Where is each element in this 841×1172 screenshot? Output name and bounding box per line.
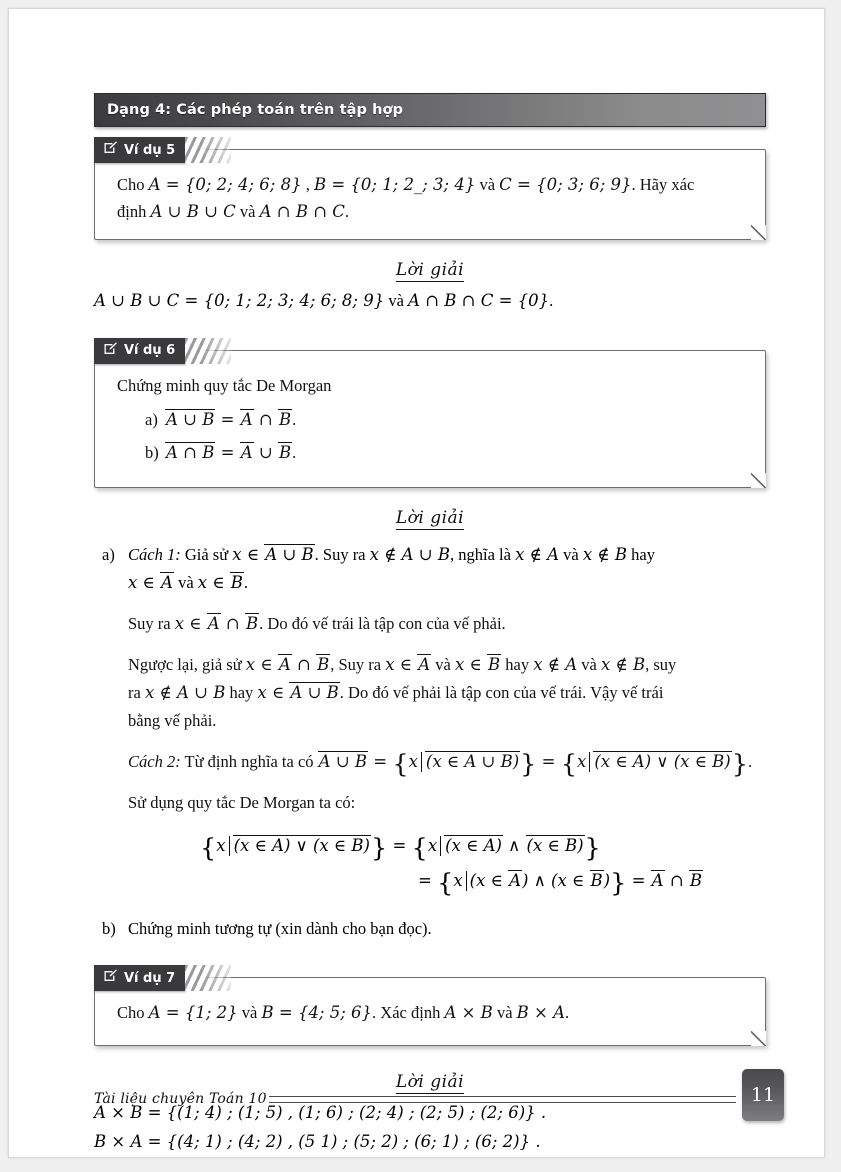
rhs-op: ∪ bbox=[253, 443, 278, 463]
overline-a: A bbox=[161, 573, 173, 592]
overline-a: A bbox=[651, 871, 664, 891]
text: . Hãy xác bbox=[631, 175, 695, 194]
example-7-box bbox=[94, 970, 766, 1046]
text: và bbox=[173, 573, 198, 592]
text: . bbox=[747, 752, 753, 772]
rhs-a-overline: A bbox=[240, 443, 253, 463]
example-6-wrapper bbox=[94, 343, 766, 488]
cach2-label: Cách 2: bbox=[128, 752, 181, 772]
text: và bbox=[559, 544, 583, 564]
text: và bbox=[235, 201, 260, 221]
overline-a: A bbox=[207, 614, 220, 634]
text: . bbox=[292, 443, 297, 463]
solution-heading-text: Lời giải bbox=[395, 260, 465, 281]
overline-b: B bbox=[230, 573, 243, 592]
example-7-badge-main bbox=[94, 965, 185, 991]
brace-close: } bbox=[731, 749, 748, 780]
math: x ∉ A bbox=[533, 655, 578, 675]
math: x ∉ A ∪ B bbox=[144, 683, 226, 703]
product-ba: B × A bbox=[516, 1003, 565, 1023]
text: . bbox=[549, 291, 554, 311]
example-5-body bbox=[95, 150, 765, 239]
example-7-wrapper bbox=[94, 970, 766, 1046]
math: x ∈ bbox=[128, 573, 161, 592]
text: , Suy ra bbox=[330, 655, 386, 675]
overline-b: B bbox=[590, 871, 603, 891]
proof-cach1-paragraph bbox=[128, 545, 655, 592]
set-a: A = {0; 2; 4; 6; 8} bbox=[148, 175, 302, 194]
solution-heading-text: Lời giải bbox=[395, 507, 465, 528]
overline-aub: A ∪ B bbox=[290, 683, 339, 703]
text: Suy ra bbox=[128, 614, 175, 634]
math-x: x bbox=[427, 836, 438, 856]
text: . Do đó vế phải là tập con của vế trái. Vậy vế trái bbox=[339, 683, 664, 703]
example-6-badge-main bbox=[94, 338, 185, 364]
text: bằng vế phải. bbox=[128, 711, 217, 731]
set-builder-bar bbox=[229, 836, 230, 857]
example-6-item-b bbox=[145, 440, 745, 467]
overline-condition: (x ∈ A ∪ B) bbox=[425, 752, 520, 772]
cach1-label: Cách 1: bbox=[128, 544, 181, 564]
set-builder-bar bbox=[589, 752, 590, 773]
example-5-line-2 bbox=[117, 199, 745, 226]
example-6-badge bbox=[94, 338, 231, 364]
proof-paragraph-3 bbox=[128, 651, 766, 735]
footer-divider bbox=[269, 1096, 736, 1103]
math: ) bbox=[522, 871, 529, 891]
text: hay bbox=[627, 544, 655, 564]
solution-heading-1 bbox=[94, 260, 766, 280]
math: x ∈ bbox=[245, 655, 278, 675]
text: ra bbox=[128, 683, 145, 703]
demorgan-equation-block bbox=[128, 829, 766, 897]
section-header-bar bbox=[94, 93, 766, 127]
set-b: B = {0; 1; 2_; 3; 4} bbox=[313, 175, 476, 194]
text: Từ định nghĩa ta có bbox=[180, 752, 318, 772]
rhs-a-overline: A bbox=[240, 409, 253, 429]
overline-a: A bbox=[509, 871, 522, 891]
example-6-body bbox=[95, 351, 765, 487]
set-builder-bar bbox=[421, 752, 422, 773]
text: . bbox=[243, 573, 249, 592]
example-5-line-1 bbox=[117, 172, 745, 199]
op: ∩ bbox=[664, 871, 689, 891]
proof-item-b bbox=[94, 915, 766, 943]
brace-close: } bbox=[370, 833, 388, 864]
text: . bbox=[565, 1003, 570, 1023]
text: Ngược lại, giả sử bbox=[128, 655, 246, 675]
solution-line-2: B × A = {(4; 1) ; (4; 2) , (5 1) ; (5; 2) ; (6; 1) ; (6; 2)} . bbox=[94, 1132, 541, 1152]
set-b: B = {4; 5; 6} bbox=[261, 1003, 373, 1023]
item-label: a) bbox=[145, 409, 158, 429]
equals: = bbox=[215, 409, 240, 429]
rhs-b-overline: B bbox=[278, 409, 292, 429]
equation-row-1 bbox=[128, 829, 766, 862]
set-builder-bar bbox=[440, 836, 441, 857]
example-5-badge-label: Ví dụ 5 bbox=[124, 142, 176, 158]
brace-open: { bbox=[437, 868, 454, 899]
example-6-badge-label: Ví dụ 6 bbox=[124, 343, 176, 359]
example-6-items bbox=[117, 407, 745, 467]
badge-hatch-decoration bbox=[185, 338, 231, 364]
math: x ∉ A ∪ B bbox=[369, 544, 451, 564]
example-5-badge-main bbox=[94, 137, 185, 163]
pencil-square-icon bbox=[103, 968, 118, 988]
equals: = bbox=[368, 752, 393, 772]
text: Giả sử bbox=[180, 544, 233, 564]
text: , suy bbox=[645, 655, 677, 675]
example-5-wrapper bbox=[94, 142, 766, 240]
example-5-box bbox=[94, 142, 766, 240]
proof-list bbox=[94, 541, 766, 943]
math-x: x bbox=[408, 752, 418, 772]
overline-term-1: (x ∈ A) bbox=[445, 836, 502, 856]
text: . bbox=[344, 201, 350, 221]
overline-condition: (x ∈ A) ∨ (x ∈ B) bbox=[233, 836, 370, 856]
solution-line-1: A × B = {(1; 4) ; (1; 5) , (1; 6) ; (2; 4) ; (2; 5) ; (2; 6)} . bbox=[94, 1103, 547, 1123]
page-number-badge: 11 bbox=[742, 1069, 784, 1121]
pencil-square-icon bbox=[103, 140, 118, 160]
brace-close: } bbox=[610, 868, 627, 899]
set-a: A = {1; 2} bbox=[148, 1003, 238, 1023]
solution-heading-2 bbox=[94, 508, 766, 528]
example-6-item-a bbox=[145, 407, 745, 434]
lhs-overline: A ∪ B bbox=[166, 409, 215, 429]
badge-hatch-decoration bbox=[185, 137, 231, 163]
rhs-b-overline: B bbox=[278, 443, 292, 463]
page-content bbox=[94, 93, 766, 1157]
text: hay bbox=[225, 683, 258, 703]
text: và bbox=[475, 175, 500, 194]
op: ∩ bbox=[291, 655, 317, 675]
solution-heading-text: Lời giải bbox=[395, 1072, 465, 1093]
math: ) bbox=[603, 871, 611, 891]
math: x ∈ bbox=[197, 573, 230, 592]
set-c: C = {0; 3; 6; 9} bbox=[499, 175, 632, 194]
text: và bbox=[431, 655, 455, 675]
demorgan-intro: Sử dụng quy tắc De Morgan ta có: bbox=[128, 793, 356, 813]
overline-b: B bbox=[689, 871, 703, 891]
overline-term-2: (x ∈ B) bbox=[526, 836, 584, 856]
example-5-solution bbox=[94, 286, 766, 315]
text: và bbox=[384, 291, 409, 311]
product-ab: A × B bbox=[444, 1003, 493, 1023]
solution-expr-2: A ∩ B ∩ C = {0} bbox=[408, 291, 550, 311]
math-x: x bbox=[216, 836, 226, 856]
equation-row-2 bbox=[128, 864, 766, 897]
text: hay bbox=[501, 655, 534, 675]
brace-open: { bbox=[411, 833, 428, 864]
text: . Suy ra bbox=[314, 544, 370, 564]
math: x ∉ B bbox=[600, 655, 646, 675]
overline-aub: A ∪ B bbox=[265, 544, 314, 564]
op: ∩ bbox=[220, 614, 246, 634]
brace-close: } bbox=[520, 749, 537, 780]
overline-b: B bbox=[246, 614, 259, 634]
overline-condition: (x ∈ A) ∨ (x ∈ B) bbox=[594, 752, 731, 772]
equals: = bbox=[418, 871, 438, 891]
rhs-op: ∩ bbox=[253, 409, 278, 429]
example-5-badge bbox=[94, 137, 231, 163]
overline-b: B bbox=[487, 655, 501, 675]
badge-hatch-decoration bbox=[185, 965, 231, 991]
proof-item-b-text: Chứng minh tương tự (xin dành cho bạn đọc). bbox=[128, 919, 432, 939]
brace-close: } bbox=[584, 833, 601, 864]
math: x ∈ bbox=[174, 614, 207, 634]
expr-union: A ∪ B ∪ C bbox=[150, 201, 236, 221]
text: . Do đó vế trái là tập con của vế phải. bbox=[259, 614, 506, 634]
solution-expr-1: A ∪ B ∪ C = {0; 1; 2; 3; 4; 6; 8; 9} bbox=[94, 291, 385, 311]
math: x ∉ B bbox=[582, 544, 627, 564]
document-page bbox=[8, 8, 825, 1158]
proof-cach2-paragraph bbox=[128, 748, 766, 780]
math-x: x bbox=[453, 871, 463, 891]
overline-b: B bbox=[317, 655, 330, 675]
overline-a: A bbox=[278, 655, 291, 675]
example-6-intro: Chứng minh quy tắc De Morgan bbox=[117, 375, 332, 395]
text: , nghĩa là bbox=[450, 544, 516, 564]
math: (x ∈ bbox=[551, 871, 590, 891]
equals: = bbox=[626, 871, 651, 891]
example-7-badge-label: Ví dụ 7 bbox=[124, 970, 176, 986]
math: (x ∈ bbox=[469, 871, 509, 891]
proof-item-a bbox=[94, 541, 766, 897]
equals: = bbox=[387, 836, 412, 856]
example-7-badge bbox=[94, 965, 231, 991]
text: , bbox=[301, 175, 314, 194]
text: và bbox=[577, 655, 601, 675]
pencil-square-icon bbox=[103, 341, 118, 361]
example-7-line-1 bbox=[117, 1000, 745, 1027]
page-footer bbox=[94, 1073, 784, 1125]
math: x ∈ bbox=[232, 544, 265, 564]
text: . Xác định bbox=[372, 1003, 445, 1023]
set-builder-bar bbox=[466, 871, 467, 892]
brace-open: { bbox=[560, 749, 578, 780]
proof-paragraph-2 bbox=[128, 610, 766, 638]
text: và bbox=[237, 1003, 262, 1023]
math: x ∉ A bbox=[515, 544, 560, 564]
footer-document-title: Tài liệu chuyên Toán 10 bbox=[94, 1091, 267, 1107]
and-op: ∧ bbox=[528, 871, 552, 891]
proof-item-a-label: a) bbox=[102, 544, 115, 564]
text: Cho bbox=[117, 1003, 149, 1023]
item-label: b) bbox=[145, 443, 159, 463]
math: x ∈ bbox=[385, 655, 418, 675]
text: và bbox=[492, 1003, 517, 1023]
and-op: ∧ bbox=[502, 836, 526, 856]
text: Cho bbox=[117, 175, 149, 194]
equals: = bbox=[215, 443, 240, 463]
overline-aub: A ∪ B bbox=[318, 752, 368, 772]
math: x ∈ bbox=[454, 655, 487, 675]
brace-open: { bbox=[392, 749, 409, 780]
math-x: x bbox=[577, 752, 587, 772]
text: định bbox=[117, 201, 151, 221]
section-header-title: Dạng 4: Các phép toán trên tập hợp bbox=[107, 102, 404, 118]
brace-open: { bbox=[200, 833, 217, 864]
lhs-overline: A ∩ B bbox=[166, 443, 215, 463]
proof-item-b-label: b) bbox=[102, 919, 116, 939]
text: . bbox=[292, 409, 297, 429]
equals: = bbox=[536, 752, 561, 772]
math: x ∈ bbox=[257, 683, 290, 703]
example-6-box bbox=[94, 343, 766, 488]
overline-a: A bbox=[418, 655, 431, 675]
expr-intersect: A ∩ B ∩ C bbox=[259, 201, 345, 221]
